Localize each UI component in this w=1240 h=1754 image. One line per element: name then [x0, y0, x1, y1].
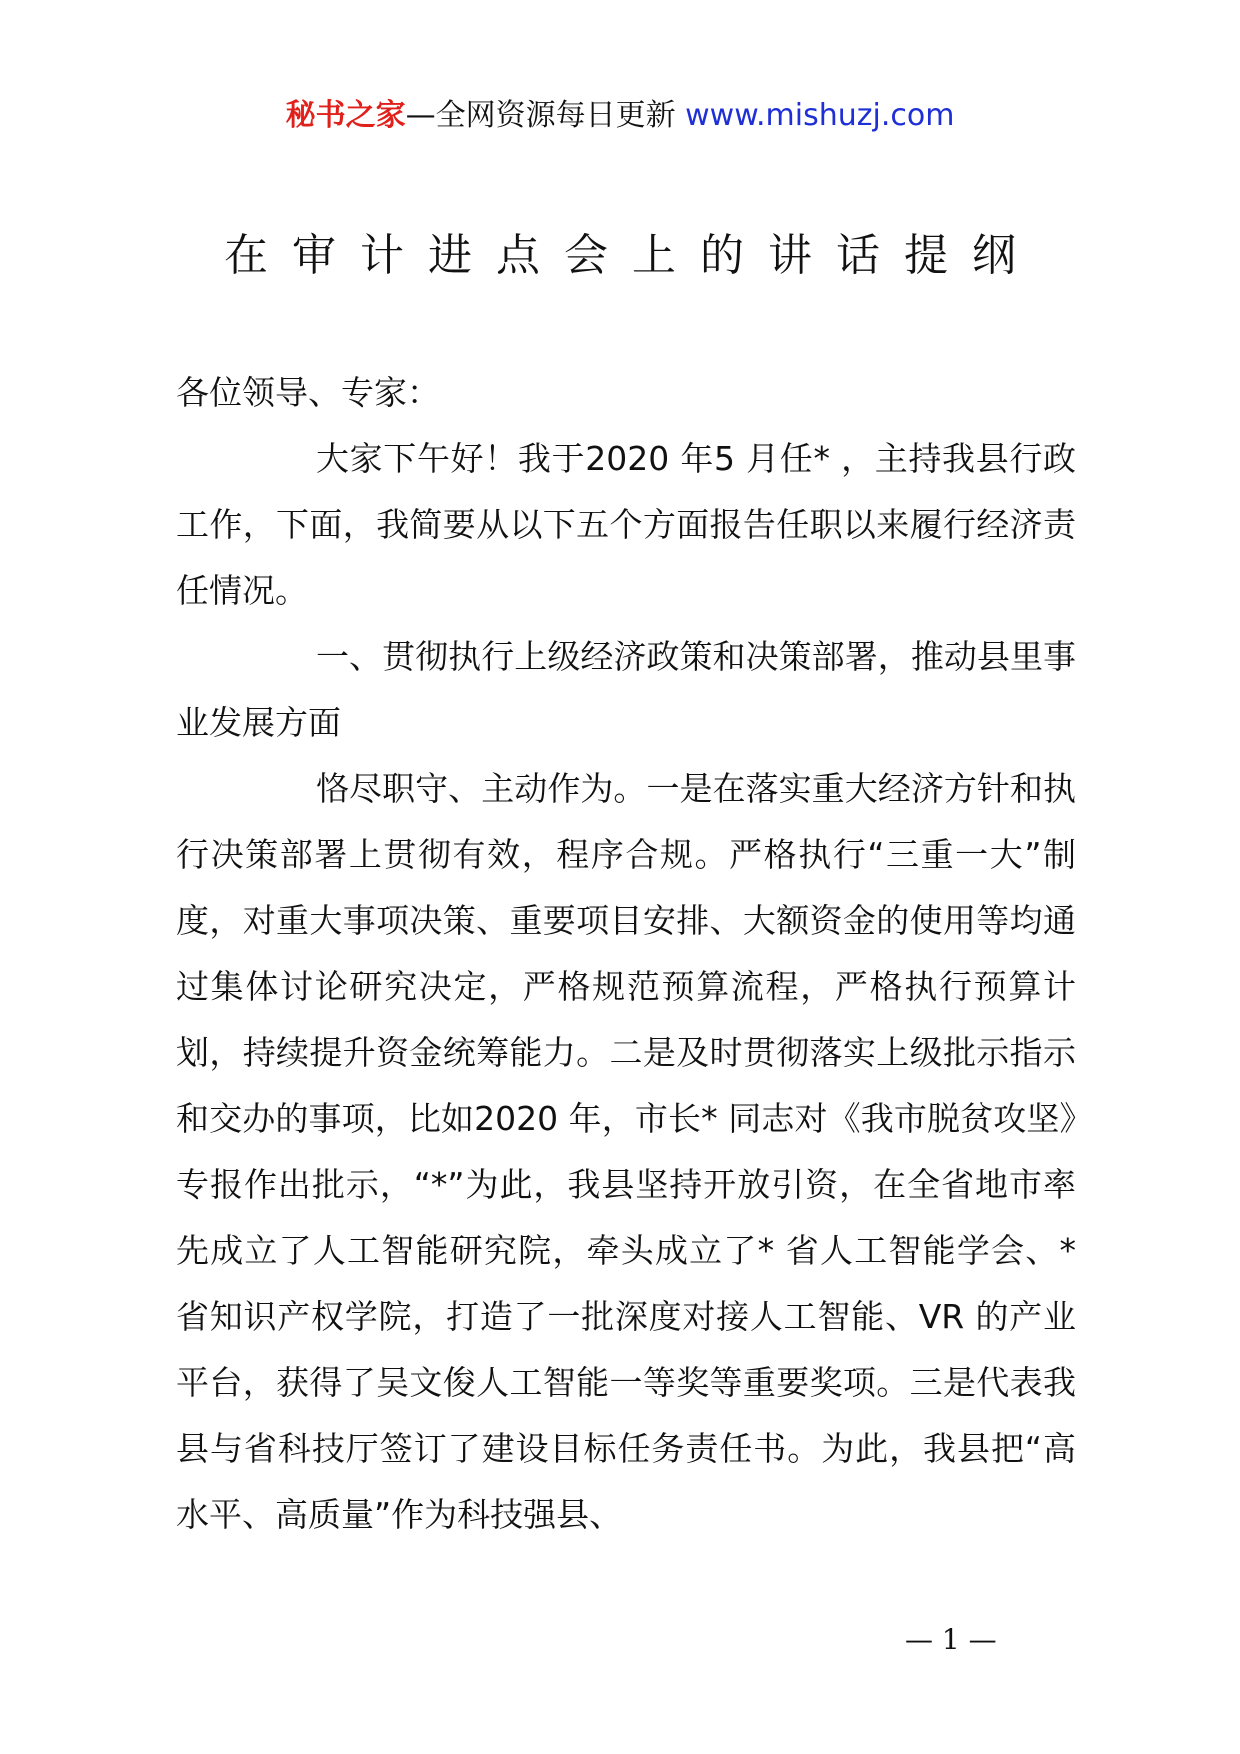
salutation: 各位领导、专家： — [176, 373, 440, 412]
brand-name: 秘书之家 — [285, 98, 406, 133]
document-title: 在审计进点会上的讲话提纲 — [224, 230, 1040, 281]
paragraph-intro: 大家下午好！我于2020 年5 月任* ，主持我县行政工作，下面，我简要从以下五个方面报告任职以来履行经济责任情况。 — [176, 439, 1076, 610]
site-header — [0, 96, 1240, 136]
site-url-link[interactable]: www.mishuzj.com — [685, 98, 955, 133]
paragraph-section-1: 恪尽职守、主动作为。一是在落实重大经济方针和执行决策部署上贯彻有效，程序合规。严格执行“三重一大”制度，对重大事项决策、重要项目安排、大额资金的使用等均通过集体讨论研究决定，严格规范预算流程，严格执行预算计划，持续提升资金统筹能力。二是及时贯彻落实上级批示指示和交办的事项，比如2020 年，市长* 同志对《我市脱贫攻坚》专报作出批示，“*”为此，我县坚持开放引资，在全省地市率先成立了人工智能研究院，牵头成立了* 省人工智能学会、* 省知识产权学院，打造了一批深度对接人工智能、VR 的产业平台，获得了吴文俊人工智能一等奖等重要奖项。三是代表我县与省科技厅签订了建设目标任务责任书。为此，我县把“高水平、高质量”作为科技强县、 — [176, 769, 1076, 1534]
section-heading-1: 一、贯彻执行上级经济政策和决策部署，推动县里事业发展方面 — [176, 637, 1076, 742]
page-number: — 1 — — [905, 1623, 997, 1656]
header-tagline: —全网资源每日更新 — [405, 98, 676, 133]
document-body — [176, 360, 1076, 1548]
